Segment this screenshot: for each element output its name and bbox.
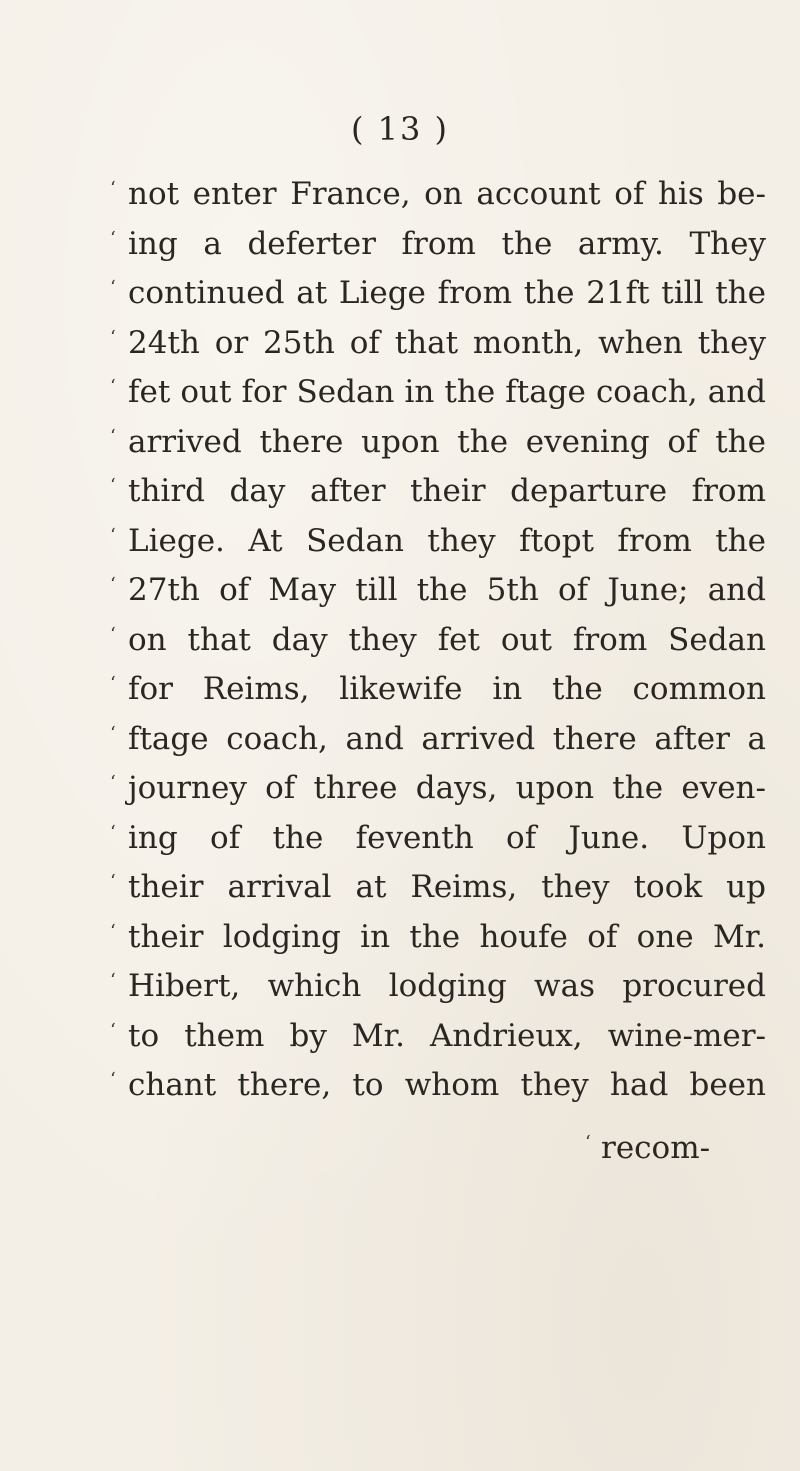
line-text: their lodging in the houfe of one Mr. [128,918,766,955]
quote-mark: ‘ [110,376,116,397]
quote-mark: ‘ [110,574,116,595]
catchword-text: recom- [601,1130,711,1166]
quote-mark: ‘ [110,821,116,843]
text-line [110,1012,770,1062]
line-text: to them by Mr. Andrieux, wine-mer- [128,1017,766,1054]
quote-mark: ‘ [110,623,116,645]
text-line [110,566,770,616]
line-text: their arrival at Reims, they took up [128,869,766,905]
text-line [110,418,770,468]
page-number: ( 13 ) [350,110,450,148]
quote-mark: ‘ [110,1019,116,1041]
text-line [110,814,770,864]
line-text: fet out for Sedan in the ftage coach, and [128,374,766,410]
line-text: arrived there upon the evening of the [128,423,766,460]
text-line [110,616,770,666]
text-line [110,863,770,913]
text-line [110,269,770,319]
text-line [110,962,770,1012]
quote-mark: ‘ [110,970,116,991]
quote-mark: ‘ [110,524,116,546]
quote-mark: ‘ [585,1132,591,1153]
line-text: ftage coach, and arrived there after a [128,720,766,757]
quote-mark: ‘ [110,227,116,249]
quote-mark: ‘ [110,475,116,496]
text-line [110,319,770,369]
quote-mark: ‘ [110,871,116,892]
body-text [110,170,770,1111]
line-text: for Reims, likewife in the common [128,671,766,707]
line-text: on that day they fet out from Sedan [128,621,766,658]
line-text: ing of the feventh of June. Upon [128,819,766,856]
quote-mark: ‘ [110,326,116,348]
text-line [110,170,770,220]
line-text: third day after their departure from [128,473,766,509]
quote-mark: ‘ [110,673,116,694]
quote-mark: ‘ [110,772,116,793]
text-line [110,715,770,765]
text-line [110,913,770,963]
line-text: 27th of May till the 5th of June; and [128,572,766,608]
quote-mark: ‘ [110,178,116,199]
text-line [110,368,770,418]
text-line [110,764,770,814]
quote-mark: ‘ [110,1069,116,1090]
text-line [110,517,770,567]
line-text: not enter France, on account of his be- [128,176,766,212]
quote-mark: ‘ [110,722,116,744]
line-text: 24th or 25th of that month, when they [128,324,766,361]
line-text: ing a deferter from the army. They [128,225,766,262]
line-text: chant there, to whom they had been [128,1067,766,1103]
catchword [585,1130,710,1166]
text-line [110,1061,770,1111]
quote-mark: ‘ [110,425,116,447]
quote-mark: ‘ [110,920,116,942]
line-text: Hibert, which lodging was procured [128,968,766,1004]
line-text: journey of three days, upon the even- [128,770,766,806]
quote-mark: ‘ [110,277,116,298]
text-line [110,467,770,517]
text-line [110,220,770,270]
text-line [110,665,770,715]
line-text: Liege. At Sedan they ftopt from the [128,522,766,559]
line-text: continued at Liege from the 21ft till the [128,275,766,311]
